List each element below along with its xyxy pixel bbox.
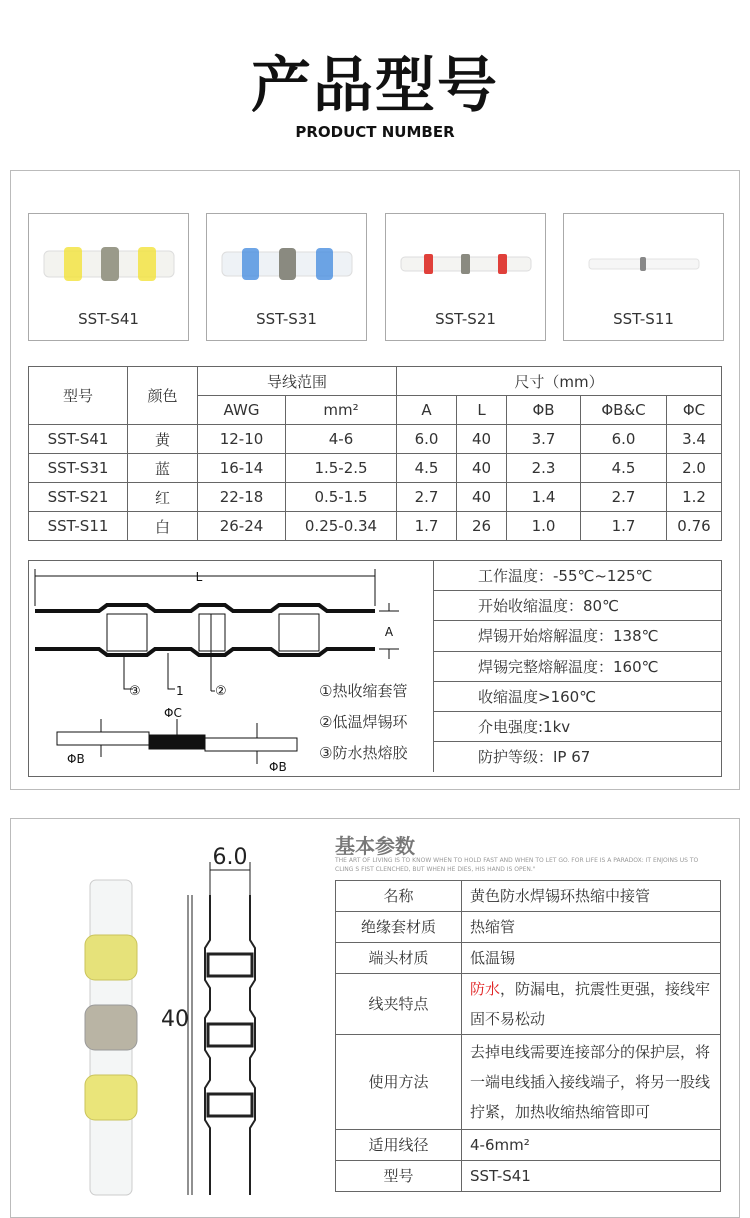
spec-cell: 1.7: [397, 512, 457, 541]
param-row: [336, 1130, 721, 1161]
label-phic: ΦC: [164, 706, 182, 720]
param-key: 型号: [336, 1161, 462, 1192]
spec-cell: SST-S31: [29, 454, 128, 483]
header-phibc: ΦB&C: [581, 396, 667, 425]
param-key: 使用方法: [336, 1035, 462, 1130]
spec-row: [29, 454, 722, 483]
spec-cell: 蓝: [128, 454, 198, 483]
dim-width: 6.0: [212, 845, 248, 870]
spec-cell: 1.4: [507, 483, 581, 512]
header-color: 颜色: [128, 367, 198, 425]
params-title: 基本参数: [335, 834, 415, 858]
spec-cell: 3.4: [667, 425, 722, 454]
connector-image: [39, 239, 179, 289]
spec-cell: 1.7: [581, 512, 667, 541]
page-title: 产品型号: [251, 51, 499, 121]
spec-cell: 6.0: [581, 425, 667, 454]
product-card-s21[interactable]: [385, 213, 546, 341]
param-row: [336, 1161, 721, 1192]
param-row: [336, 943, 721, 974]
product-card-s41[interactable]: [28, 213, 189, 341]
header-wire-range: 导线范围: [198, 367, 397, 396]
spec-cell: 3.7: [507, 425, 581, 454]
spec-cell: 4-6: [286, 425, 397, 454]
connector-image: [217, 239, 357, 289]
legend-1: ①热收缩套管: [319, 682, 408, 700]
spec-cell: 黄: [128, 425, 198, 454]
product-model: SST-S31: [256, 310, 317, 328]
label-L: L: [195, 570, 203, 584]
spec-cell: SST-S21: [29, 483, 128, 512]
header-model: 型号: [29, 367, 128, 425]
param-value: [462, 1161, 721, 1192]
param-key: 端头材质: [336, 943, 462, 974]
spec-cell: 40: [457, 483, 507, 512]
param-key: 名称: [336, 881, 462, 912]
label-phib-right: ΦB: [269, 760, 287, 774]
spec-cell: 2.7: [581, 483, 667, 512]
connector-image: [396, 239, 536, 289]
param-text: 去掉电线需要连接部分的保护层，将一端电线插入接线端子，将另一股线拧紧，加热收缩热缩管即可: [470, 1043, 711, 1121]
spec-cell: 40: [457, 454, 507, 483]
spec-row: [29, 483, 722, 512]
param-value: [462, 974, 721, 1035]
params-table: [335, 880, 721, 1192]
spec-cell: SST-S41: [29, 425, 128, 454]
param-value: [462, 881, 721, 912]
product-model: SST-S11: [613, 310, 674, 328]
dimension-diagram: [28, 560, 722, 777]
spec-cell: 4.5: [397, 454, 457, 483]
param-row: [336, 974, 721, 1035]
param-text: 低温锡: [470, 949, 516, 967]
param-text: 黄色防水焊锡环热缩中接管: [470, 887, 651, 905]
dim-length: 40: [161, 1007, 189, 1032]
callout-2: ②: [215, 684, 227, 699]
property-solder-full: 焊锡完整熔解温度：160℃: [433, 652, 722, 682]
param-row: [336, 881, 721, 912]
header-phib: ΦB: [507, 396, 581, 425]
connector-drawing: [29, 561, 433, 776]
spec-cell: 12-10: [198, 425, 286, 454]
spec-table: [28, 366, 722, 541]
spec-cell: 2.0: [667, 454, 722, 483]
spec-cell: 2.7: [397, 483, 457, 512]
spec-cell: 40: [457, 425, 507, 454]
header-a: A: [397, 396, 457, 425]
callout-1: 1: [176, 684, 184, 698]
spec-cell: 0.76: [667, 512, 722, 541]
spec-row: [29, 425, 722, 454]
param-key: 线夹特点: [336, 974, 462, 1035]
spec-cell: 26: [457, 512, 507, 541]
spec-row: [29, 512, 722, 541]
legend-2: ②低温焊锡环: [319, 713, 408, 731]
property-solder-start: 焊锡开始熔解温度：138℃: [433, 621, 722, 651]
product-model: SST-S21: [435, 310, 496, 328]
connector-image: [574, 239, 714, 289]
property-list: [433, 561, 722, 772]
spec-cell: 0.5-1.5: [286, 483, 397, 512]
property-dielectric: 介电强度:1kv: [433, 712, 722, 742]
param-text: 4-6mm²: [470, 1136, 530, 1154]
page-subtitle: PRODUCT NUMBER: [295, 123, 455, 141]
spec-cell: 26-24: [198, 512, 286, 541]
header-mm2: mm²: [286, 396, 397, 425]
param-value: [462, 912, 721, 943]
param-text: ，防漏电，抗震性更强，接线牢固不易松动: [470, 980, 711, 1028]
param-value: [462, 943, 721, 974]
param-value: [462, 1035, 721, 1130]
property-working-temp: 工作温度：-55℃~125℃: [433, 561, 722, 591]
spec-cell: 1.5-2.5: [286, 454, 397, 483]
header-awg: AWG: [198, 396, 286, 425]
params-quote: THE ART OF LIVING IS TO KNOW WHEN TO HOLD FAST AND WHEN TO LET GO. FOR LIFE IS A PARADOX: IT ENJOINS US TO CLING S FIST CLENCHED, BUT WHEN HE DIES, HIS HAND IS OPEN.": [335, 857, 699, 873]
callout-3: ③: [129, 684, 141, 699]
property-shrink-temp: 收缩温度>160℃: [433, 682, 722, 712]
param-highlight: 防水: [470, 980, 501, 998]
spec-cell: 6.0: [397, 425, 457, 454]
product-card-s31[interactable]: [206, 213, 367, 341]
legend-3: ③防水热熔胶: [319, 744, 408, 762]
header-size: 尺寸（mm）: [397, 367, 722, 396]
property-ip: 防护等级：IP 67: [433, 742, 722, 772]
param-text: SST-S41: [470, 1167, 531, 1185]
param-text: 热缩管: [470, 918, 516, 936]
label-phib-left: ΦB: [67, 752, 85, 766]
label-A: A: [384, 625, 394, 639]
param-row: [336, 912, 721, 943]
product-photo-and-drawing: [80, 840, 320, 1200]
spec-cell: 1.2: [667, 483, 722, 512]
param-key: 适用线径: [336, 1130, 462, 1161]
product-model: SST-S41: [78, 310, 139, 328]
spec-cell: 红: [128, 483, 198, 512]
spec-cell: 16-14: [198, 454, 286, 483]
spec-cell: 2.3: [507, 454, 581, 483]
product-card-s11[interactable]: [563, 213, 724, 341]
param-row: [336, 1035, 721, 1130]
spec-cell: 1.0: [507, 512, 581, 541]
header-phic: ΦC: [667, 396, 722, 425]
param-key: 绝缘套材质: [336, 912, 462, 943]
spec-cell: 22-18: [198, 483, 286, 512]
spec-cell: 0.25-0.34: [286, 512, 397, 541]
spec-cell: 白: [128, 512, 198, 541]
property-shrink-start: 开始收缩温度：80℃: [433, 591, 722, 621]
header-l: L: [457, 396, 507, 425]
param-value: [462, 1130, 721, 1161]
spec-cell: SST-S11: [29, 512, 128, 541]
spec-cell: 4.5: [581, 454, 667, 483]
